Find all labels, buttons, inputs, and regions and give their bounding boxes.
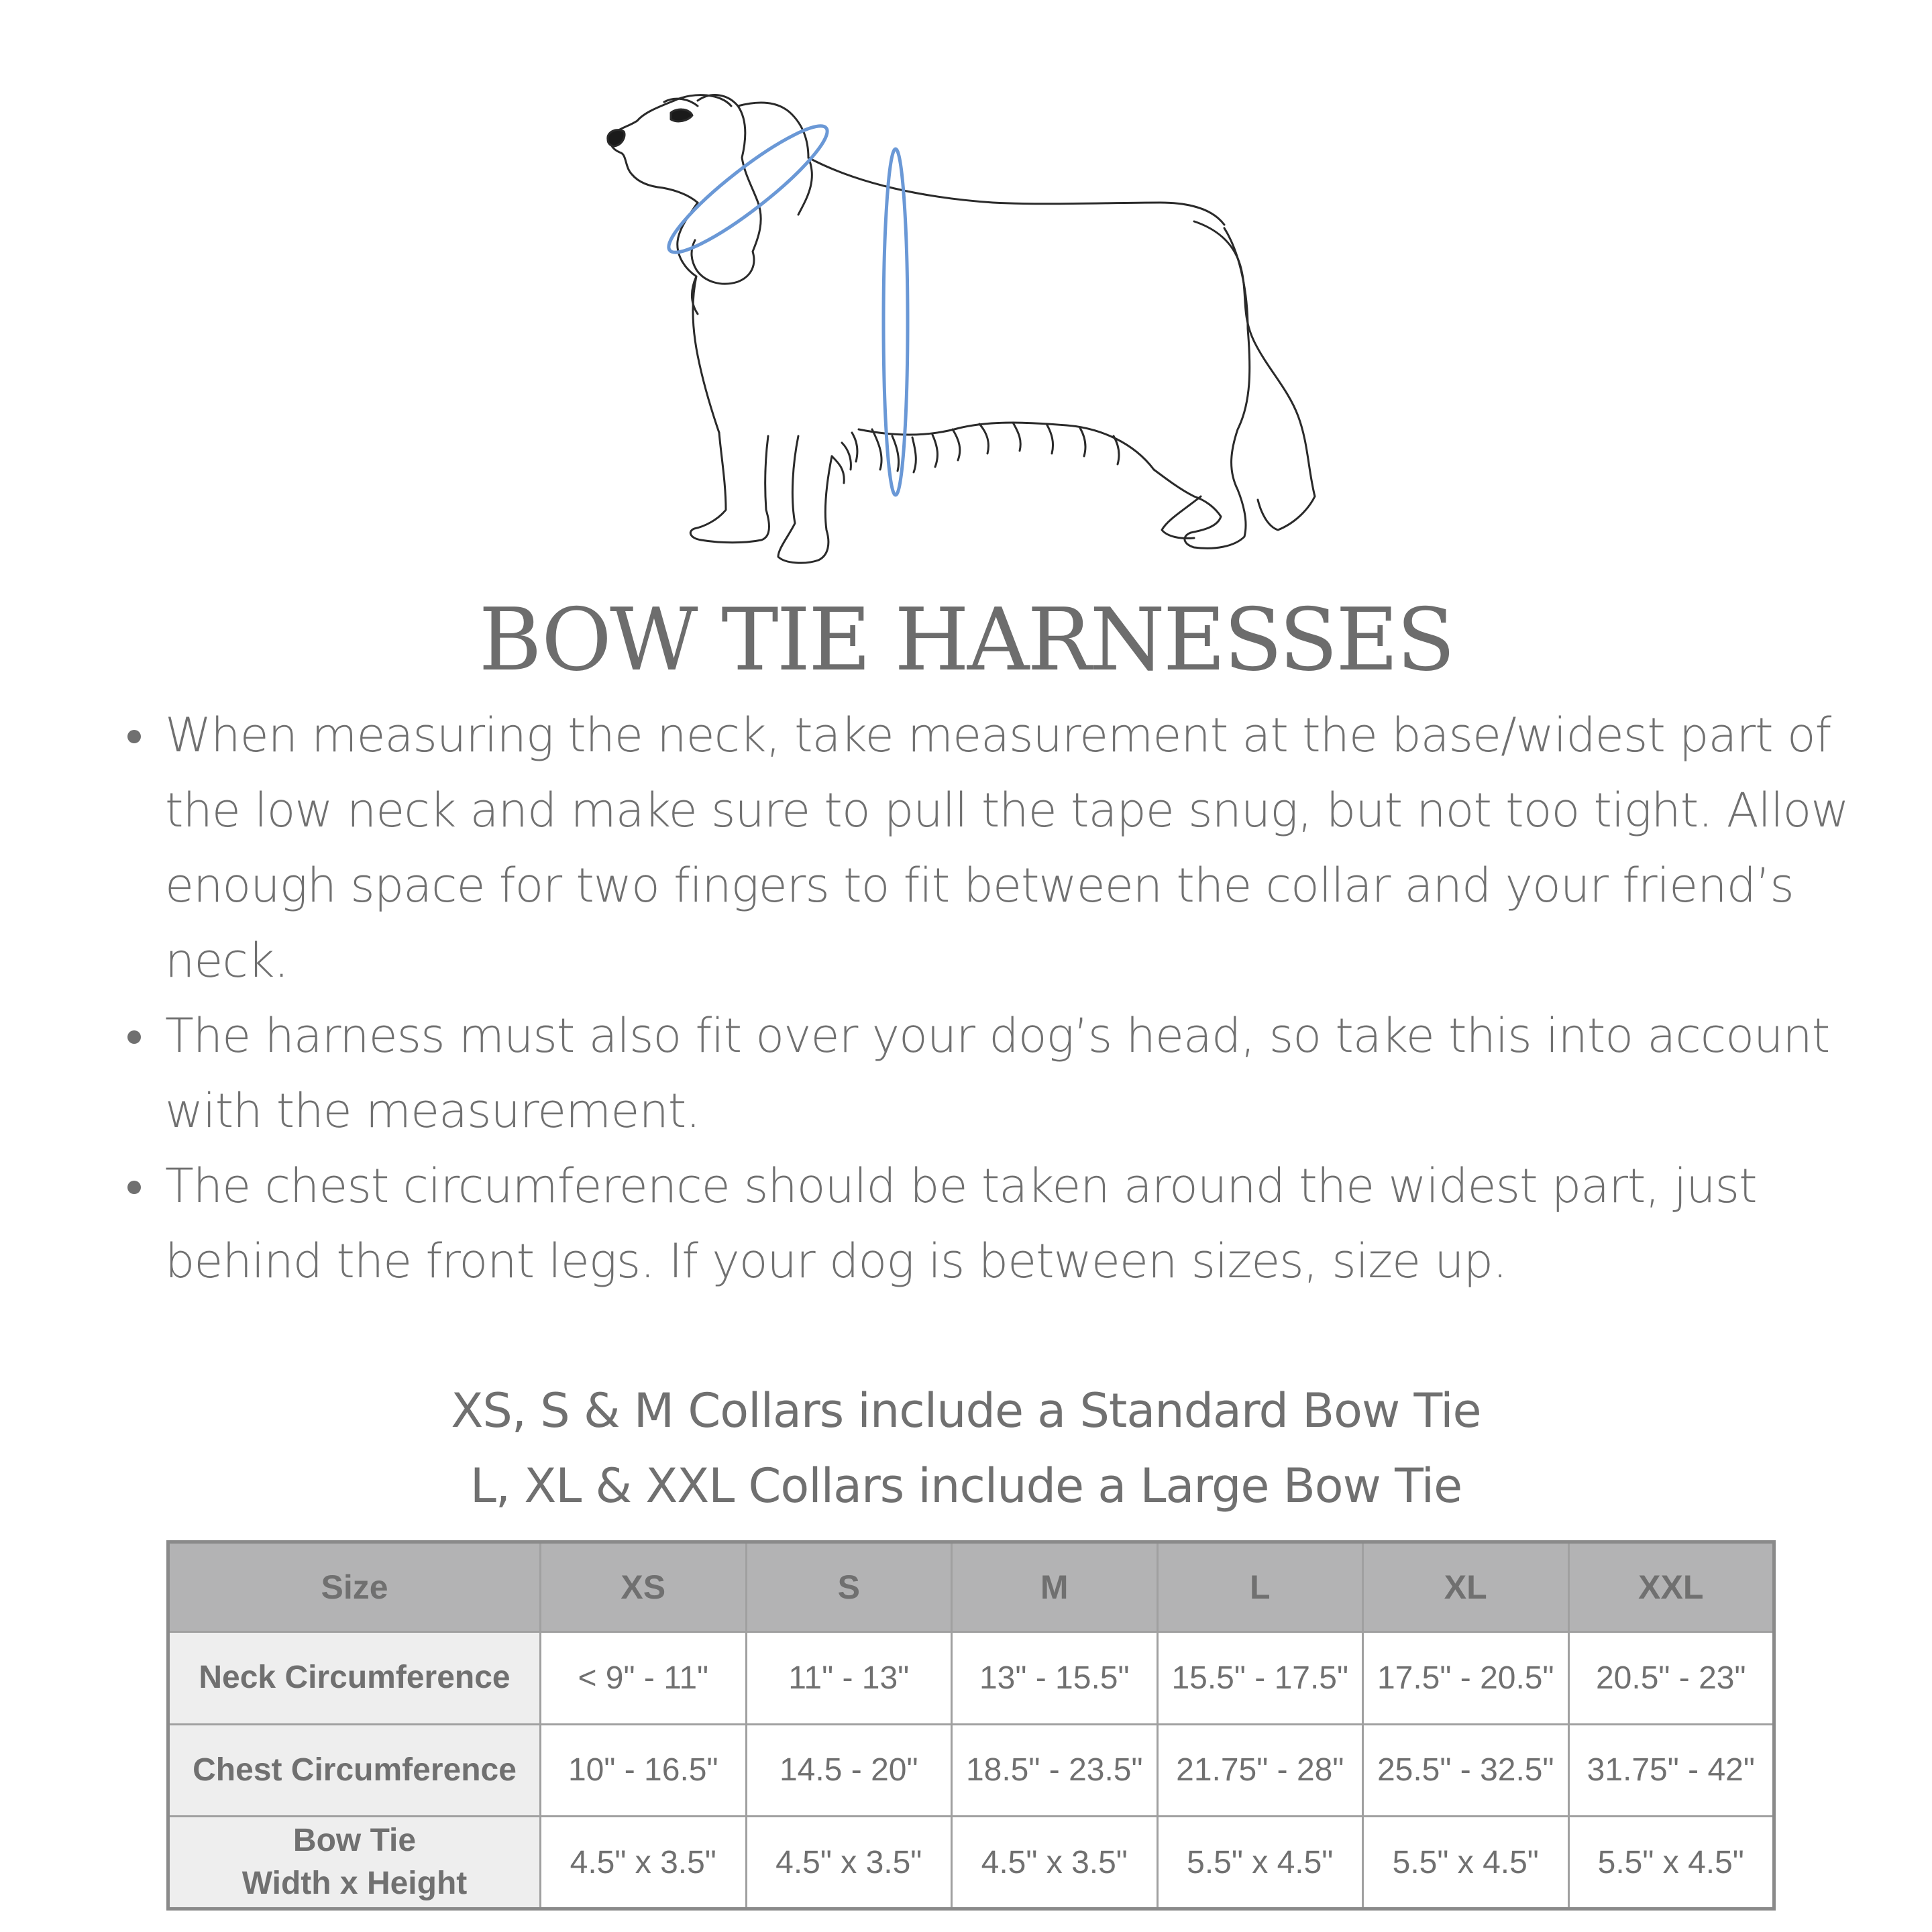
table-cell: 18.5" - 23.5" (952, 1724, 1158, 1817)
dog-chest (693, 276, 719, 433)
dog-front-leg-left (690, 433, 769, 543)
neck-measure-loop (657, 112, 839, 266)
dog-belly-fringe (872, 423, 1119, 472)
large-bow-tie-note: L, XL & XXL Collars include a Large Bow Tie (470, 1458, 1462, 1513)
page-title: BOW TIE HARNESSES (478, 590, 1454, 690)
dog-illustration (577, 27, 1362, 584)
table-cell: 21.75" - 28" (1157, 1724, 1363, 1817)
dog-tail (1194, 221, 1315, 530)
bullet-icon (127, 1181, 141, 1194)
table-header-cell: XL (1363, 1542, 1569, 1632)
dog-eye (671, 109, 692, 121)
table-cell: 4.5" x 3.5" (746, 1817, 952, 1909)
table-header-cell: Size (168, 1542, 541, 1632)
bullet-icon (127, 1030, 141, 1044)
instruction-text: When measuring the neck, take measurement at the base/widest part of the low neck and make sure to pull the tape snug, but not too tight. Allow enough space for two fingers to fit between the collar and your friend’s neck. (165, 708, 1849, 988)
table-header-cell: XS (541, 1542, 747, 1632)
table-header-row (168, 1542, 1774, 1632)
dog-nose (608, 130, 625, 146)
row-label: Neck Circumference (168, 1632, 541, 1725)
size-chart-table (166, 1540, 1776, 1911)
instruction-text: The harness must also fit over your dog’s head, so take this into account with the measurement. (165, 1008, 1830, 1138)
table-header-cell: M (952, 1542, 1158, 1632)
table-cell: 5.5" x 4.5" (1568, 1817, 1774, 1909)
table-cell: 5.5" x 4.5" (1363, 1817, 1569, 1909)
row-label-line: Width x Height (241, 1866, 468, 1902)
dog-ear (692, 95, 761, 284)
table-cell: 10" - 16.5" (541, 1724, 747, 1817)
table-row (168, 1724, 1774, 1817)
table-cell: 25.5" - 32.5" (1363, 1724, 1569, 1817)
table-cell: 4.5" x 3.5" (952, 1817, 1158, 1909)
table-header-cell: XXL (1568, 1542, 1774, 1632)
table-cell: 5.5" x 4.5" (1157, 1817, 1363, 1909)
table-cell: 4.5" x 3.5" (541, 1817, 747, 1909)
dog-head-outline (610, 95, 731, 203)
table-cell: 17.5" - 20.5" (1363, 1632, 1569, 1725)
table-header-cell: L (1157, 1542, 1363, 1632)
table-cell: 20.5" - 23" (1568, 1632, 1774, 1725)
dog-neck-back (738, 103, 812, 215)
dog-back (808, 158, 1224, 225)
dog-leg-fringe (832, 433, 857, 483)
table-cell: 13" - 15.5" (952, 1632, 1158, 1725)
bullet-icon (127, 730, 141, 743)
table-cell: < 9" - 11" (541, 1632, 747, 1725)
row-label-line: Bow Tie (292, 1823, 417, 1859)
instruction-item (127, 698, 1898, 998)
table-row (168, 1817, 1774, 1909)
table-cell: 15.5" - 17.5" (1157, 1632, 1363, 1725)
table-cell: 31.75" - 42" (1568, 1724, 1774, 1817)
instruction-list (127, 698, 1898, 1299)
row-label: Chest Circumference (168, 1724, 541, 1817)
table-cell: 14.5 - 20" (746, 1724, 952, 1817)
instruction-item (127, 998, 1898, 1148)
instruction-text: The chest circumference should be taken around the widest part, just behind the front legs. If your dog is between sizes, size up. (165, 1159, 1757, 1289)
table-header-cell: S (746, 1542, 952, 1632)
row-label (168, 1817, 541, 1909)
dog-front-leg-right (778, 436, 832, 563)
table-cell: 11" - 13" (746, 1632, 952, 1725)
instruction-item (127, 1148, 1898, 1299)
standard-bow-tie-note: XS, S & M Collars include a Standard Bow Tie (451, 1383, 1481, 1438)
dog-hind-leg (1154, 228, 1250, 548)
table-row (168, 1632, 1774, 1725)
